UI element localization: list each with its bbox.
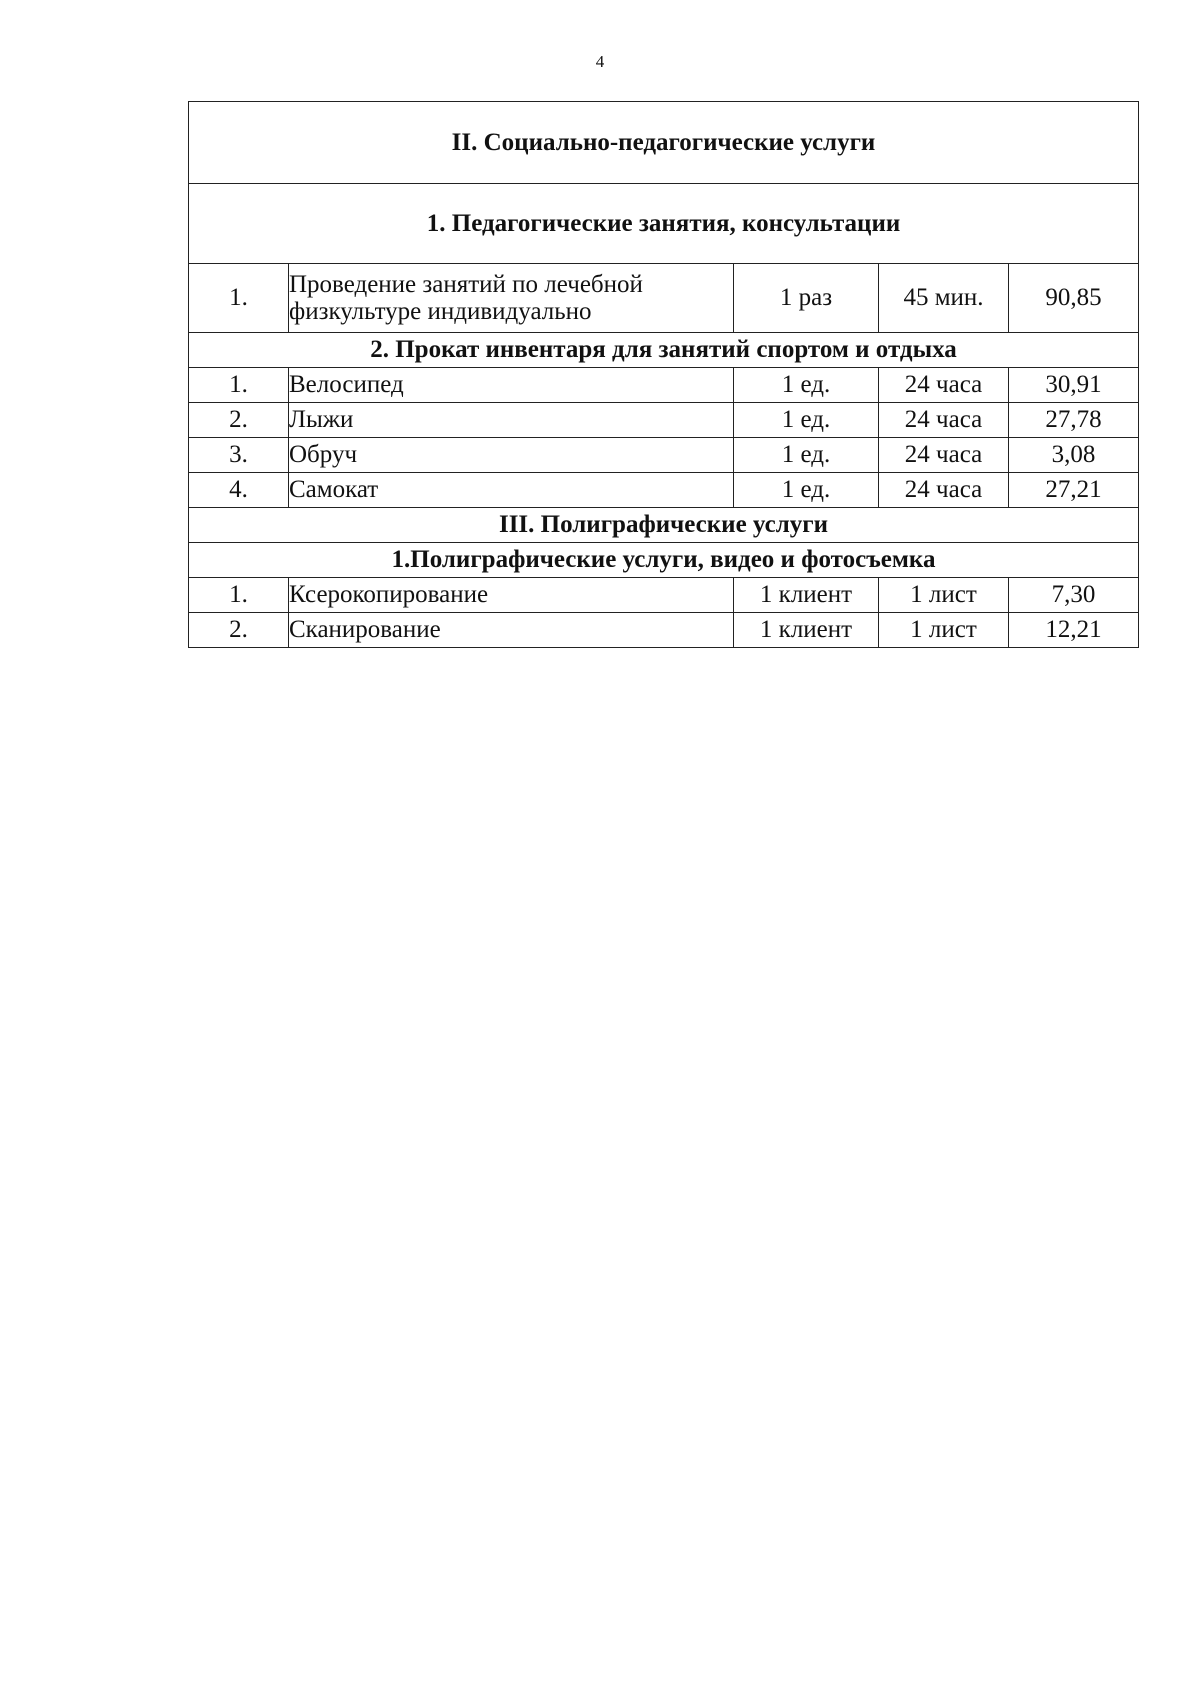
section-header-row [189,508,1139,543]
service-price: 30,91 [1009,368,1139,403]
table-row [189,438,1139,473]
row-number: 1. [189,368,289,403]
service-unit: 1 ед. [734,403,879,438]
service-name: Лыжи [289,403,734,438]
table-row [189,368,1139,403]
service-price: 3,08 [1009,438,1139,473]
service-duration: 24 часа [879,473,1009,508]
row-number: 1. [189,264,289,333]
service-name: Сканирование [289,613,734,648]
service-name: Велосипед [289,368,734,403]
service-duration: 24 часа [879,403,1009,438]
service-price: 27,21 [1009,473,1139,508]
row-number: 2. [189,613,289,648]
table-row [189,264,1139,333]
subsection-header-row [189,543,1139,578]
service-name-line: Проведение занятий по лечебной [289,270,643,298]
service-price: 12,21 [1009,613,1139,648]
section-title: II. Социально-педагогические услуги [189,102,1139,184]
table-row [189,473,1139,508]
row-number: 4. [189,473,289,508]
service-price: 7,30 [1009,578,1139,613]
services-price-table [188,101,1139,648]
service-unit: 1 ед. [734,438,879,473]
service-name: Ксерокопирование [289,578,734,613]
service-price: 90,85 [1009,264,1139,333]
table-row [189,403,1139,438]
page-number: 4 [595,52,605,71]
service-unit: 1 ед. [734,368,879,403]
table-row [189,578,1139,613]
row-number: 3. [189,438,289,473]
subsection-title: 1.Полиграфические услуги, видео и фотосъемка [189,543,1139,578]
service-unit: 1 клиент [734,613,879,648]
service-duration: 1 лист [879,578,1009,613]
service-unit: 1 раз [734,264,879,333]
service-name-line: физкультуре индивидуально [289,298,592,325]
service-duration: 45 мин. [879,264,1009,333]
subsection-header-row [189,333,1139,368]
table-row [189,613,1139,648]
service-price: 27,78 [1009,403,1139,438]
service-name [289,264,734,333]
section-header-row [189,102,1139,184]
row-number: 2. [189,403,289,438]
service-name: Самокат [289,473,734,508]
service-duration: 24 часа [879,438,1009,473]
section-title: III. Полиграфические услуги [189,508,1139,543]
service-duration: 1 лист [879,613,1009,648]
service-unit: 1 клиент [734,578,879,613]
row-number: 1. [189,578,289,613]
service-name: Обруч [289,438,734,473]
subsection-title: 2. Прокат инвентаря для занятий спортом и отдыха [189,333,1139,368]
service-duration: 24 часа [879,368,1009,403]
service-unit: 1 ед. [734,473,879,508]
subsection-title: 1. Педагогические занятия, консультации [189,184,1139,264]
subsection-header-row [189,184,1139,264]
